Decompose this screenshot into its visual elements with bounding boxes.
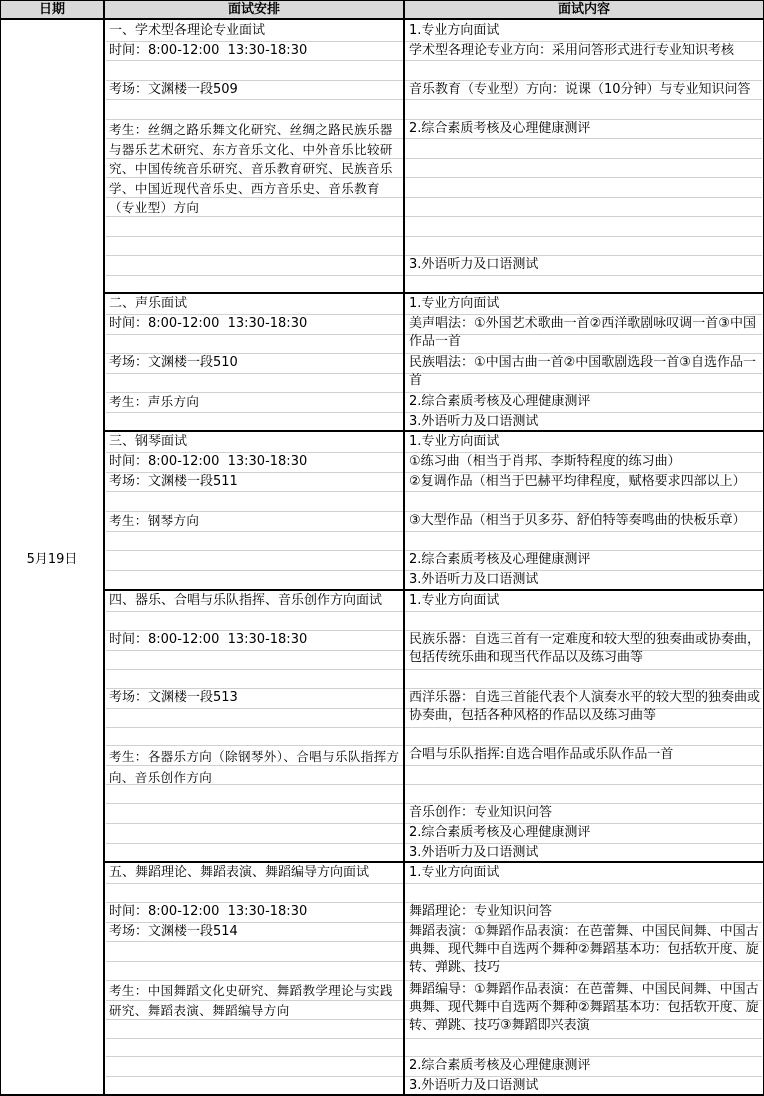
content-item: 2.综合素质考核及心理健康测评 xyxy=(409,825,591,840)
content-item: 1.专业方向面试 xyxy=(409,865,500,880)
content-item: 3.外语听力及口语测试 xyxy=(409,572,539,587)
date-cell: 5月19日 xyxy=(26,552,78,567)
left-border xyxy=(0,0,1,1096)
section-border xyxy=(104,292,764,294)
column-border xyxy=(103,0,105,1096)
content-item: 1.专业方向面试 xyxy=(409,296,500,311)
section-candidates: 考生：各器乐方向（除钢琴外）、合唱与乐队指挥方向、音乐创作方向 xyxy=(109,749,400,785)
section-room: 考场：文渊楼一段510 xyxy=(109,355,238,370)
section-time: 时间：8:00-12:00 13:30-18:30 xyxy=(109,632,308,647)
section-time: 时间：8:00-12:00 13:30-18:30 xyxy=(109,454,308,469)
content-item: 3.外语听力及口语测试 xyxy=(409,1078,539,1093)
content-item: 音乐教育（专业型）方向：说课（10分钟）与专业知识问答 xyxy=(409,82,751,97)
header-content: 面试内容 xyxy=(404,0,764,20)
section-title: 二、声乐面试 xyxy=(109,296,188,311)
content-item: 民族乐器：自选三首有一定难度和较大型的独奏曲或协奏曲，包括传统乐曲和现当代作品以及练习曲等 xyxy=(409,632,761,665)
content-item: 2.综合素质考核及心理健康测评 xyxy=(409,552,591,567)
content-item: 3.外语听力及口语测试 xyxy=(409,257,539,272)
content-item: 音乐创作：专业知识问答 xyxy=(409,805,553,820)
content-item: 3.外语听力及口语测试 xyxy=(409,845,539,860)
header-schedule: 面试安排 xyxy=(104,0,404,20)
content-item: 舞蹈编导：①舞蹈作品表演：在芭蕾舞、中国民间舞、中国古典舞、现代舞中自选两个舞种②舞蹈基本功：包括软开度、旋转、弹跳、技巧③舞蹈即兴表演 xyxy=(409,982,759,1033)
section-room: 考场：文渊楼一段514 xyxy=(109,924,238,939)
section-title: 三、钢琴面试 xyxy=(109,434,188,449)
section-candidates: 考生：丝绸之路乐舞文化研究、丝绸之路民族乐器与器乐艺术研究、东方音乐文化、中外音乐比较研究、中国传统音乐研究、音乐教育研究、民族音乐学、中国近现代音乐史、西方音乐史、音乐教育（专业型）方向 xyxy=(109,122,393,215)
section-border xyxy=(104,430,764,432)
content-item: 学术型各理论专业方向：采用问答形式进行专业知识考核 xyxy=(409,43,735,58)
section-border xyxy=(104,589,764,591)
section-title: 五、舞蹈理论、舞蹈表演、舞蹈编导方向面试 xyxy=(109,865,370,880)
content-item: ②复调作品（相当于巴赫平均律程度，赋格要求四部以上） xyxy=(409,474,746,489)
content-item: 舞蹈表演：①舞蹈作品表演：在芭蕾舞、中国民间舞、中国古典舞、现代舞中自选两个舞种②舞蹈基本功：包括软开度、旋转、弹跳、技巧 xyxy=(409,924,759,975)
section-title: 一、学术型各理论专业面试 xyxy=(109,23,266,38)
section-time: 时间：8:00-12:00 13:30-18:30 xyxy=(109,43,308,58)
header-date: 日期 xyxy=(0,0,104,20)
content-item: 美声唱法：①外国艺术歌曲一首②西洋歌剧咏叹调一首③中国作品一首 xyxy=(409,316,756,349)
section-candidates: 考生：中国舞蹈文化史研究、舞蹈教学理论与实践研究、舞蹈表演、舞蹈编导方向 xyxy=(109,983,393,1018)
content-item: 1.专业方向面试 xyxy=(409,593,500,608)
content-item: 舞蹈理论：专业知识问答 xyxy=(409,904,553,919)
content-item: 合唱与乐队指挥:自选合唱作品或乐队作品一首 xyxy=(409,747,674,762)
content-item: 西洋乐器：自选三首能代表个人演奏水平的较大型的独奏曲或协奏曲，包括各种风格的作品以及练习曲等 xyxy=(409,690,761,723)
section-title: 四、器乐、合唱与乐队指挥、音乐创作方向面试 xyxy=(109,593,383,608)
content-item: ①练习曲（相当于肖邦、李斯特程度的练习曲） xyxy=(409,454,681,469)
section-time: 时间：8:00-12:00 13:30-18:30 xyxy=(109,316,308,331)
section-candidates: 考生：声乐方向 xyxy=(109,394,200,409)
content-item: 2.综合素质考核及心理健康测评 xyxy=(409,394,591,409)
content-item: 1.专业方向面试 xyxy=(409,23,500,38)
content-item: 2.综合素质考核及心理健康测评 xyxy=(409,1058,591,1073)
content-item: 3.外语听力及口语测试 xyxy=(409,414,539,429)
content-item: 2.综合素质考核及心理健康测评 xyxy=(409,121,591,136)
content-item: ③大型作品（相当于贝多芬、舒伯特等奏鸣曲的快板乐章） xyxy=(409,513,746,528)
section-border xyxy=(104,861,764,863)
top-border xyxy=(0,0,764,1)
content-item: 1.专业方向面试 xyxy=(409,434,500,449)
content-item: 民族唱法：①中国古曲一首②中国歌剧选段一首③自选作品一首 xyxy=(409,355,756,388)
grid-line xyxy=(106,275,762,276)
section-room: 考场：文渊楼一段511 xyxy=(109,474,238,489)
section-room: 考场：文渊楼一段509 xyxy=(109,82,238,97)
section-candidates: 考生：钢琴方向 xyxy=(109,513,200,528)
section-time: 时间：8:00-12:00 13:30-18:30 xyxy=(109,904,308,919)
section-room: 考场：文渊楼一段513 xyxy=(109,690,238,705)
column-border xyxy=(403,0,405,1096)
